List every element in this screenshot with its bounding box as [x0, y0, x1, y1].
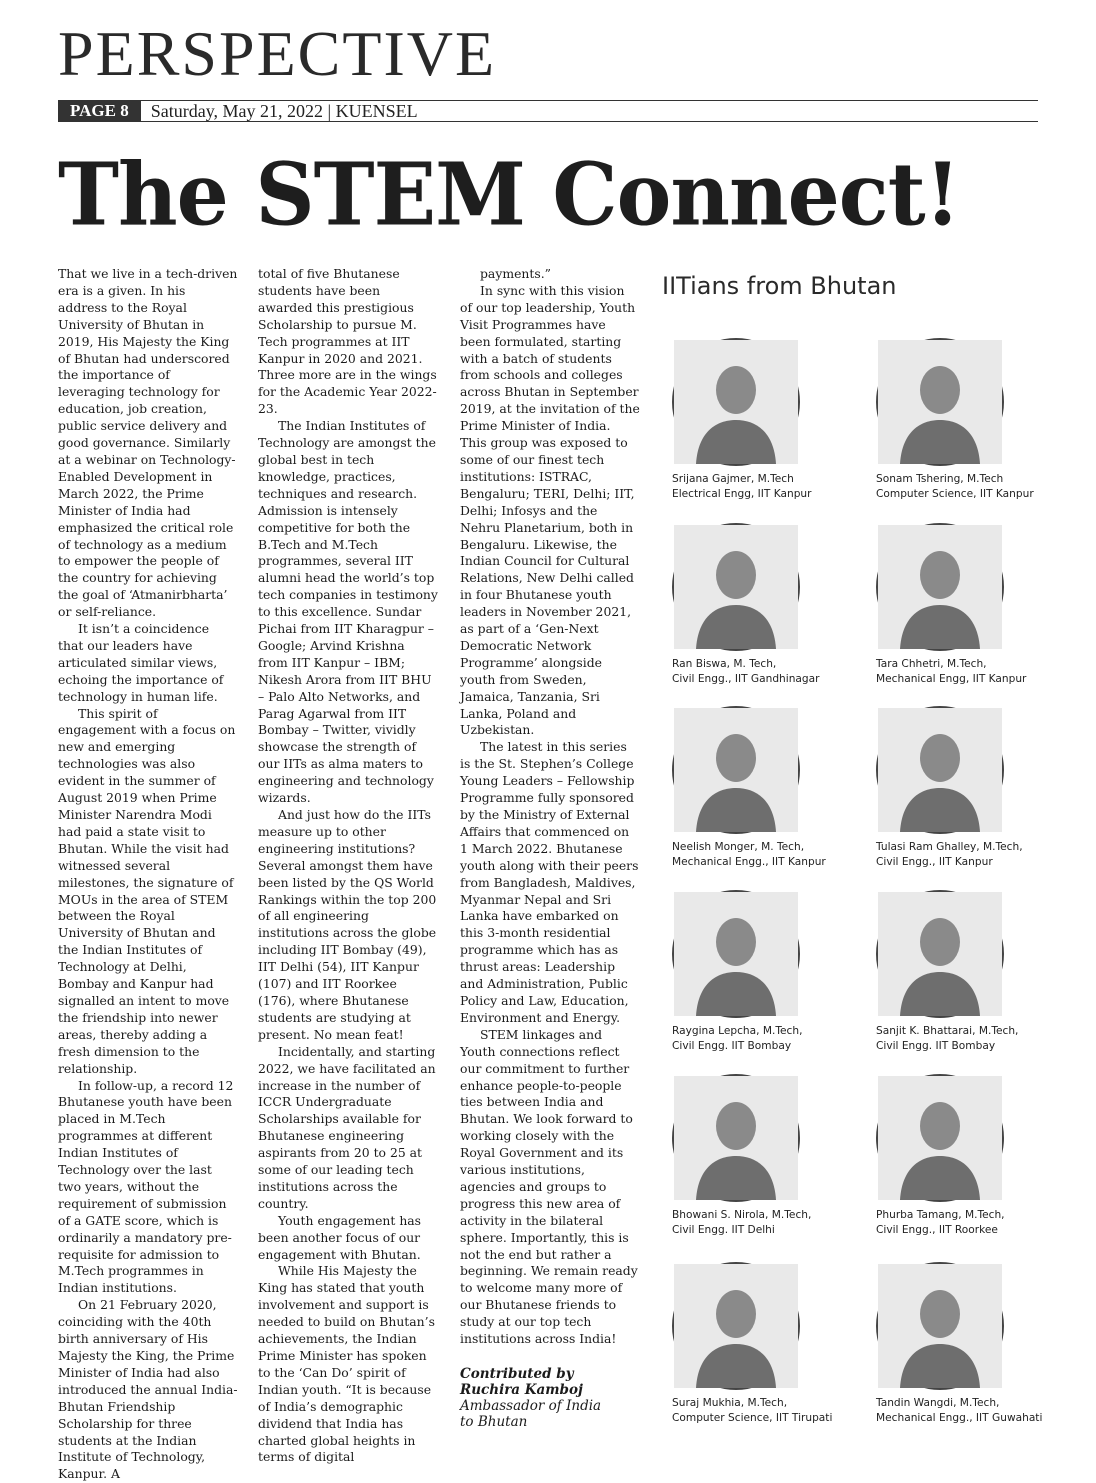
portrait-photo [672, 890, 800, 1018]
portrait-photo [876, 890, 1004, 1018]
profile-name: Tandin Wangdi, M.Tech, [876, 1397, 1000, 1409]
profile-detail: Mechanical Engg., IIT Guwahati [876, 1412, 1043, 1424]
portrait-icon [674, 708, 798, 832]
profile-name: Srijana Gajmer, M.Tech [672, 473, 794, 485]
page-meta-bar [58, 100, 1038, 122]
profile-caption [876, 657, 1076, 687]
paragraph: This spirit of engagement with a focus on new and emerging technologies was also evident in the summer of August 2019 when Prime Minister Narendra Modi had paid a state visit to Bhutan. While the visit had witnessed several milestones, the signature of MOUs in the area of STEM between the Royal University of Bhutan and the Indian Institutes of Technology at Delhi, Bombay and Kanpur had signalled an intent to move the friendship into newer areas, thereby adding a fresh dimension to the relationship. [58, 705, 236, 1076]
profile-detail: Computer Science, IIT Kanpur [876, 488, 1034, 500]
profile-caption [876, 472, 1076, 502]
profile-name: Phurba Tamang, M.Tech, [876, 1209, 1005, 1221]
profile-caption [672, 657, 872, 687]
profile-card [876, 1262, 1076, 1426]
paragraph: On 21 February 2020, coinciding with the 40th birth anniversary of His Majesty the King, the Prime Minister of India had also introduced the annual India-Bhutan Friendship Scholarship for three students at the Indian Institute of Technology, Kanpur. A [58, 1297, 238, 1482]
dateline: Saturday, May 21, 2022 | KUENSEL [150, 100, 418, 121]
profile-card [672, 890, 872, 1054]
profile-detail: Civil Engg. IIT Delhi [672, 1224, 775, 1236]
profile-card [876, 523, 1076, 687]
portrait-icon [674, 892, 798, 1016]
contributor-name: Ruchira Kamboj [460, 1382, 583, 1398]
profile-name: Ran Biswa, M. Tech, [672, 658, 777, 670]
paragraph: STEM linkages and Youth connections reflect our commitment to further enhance people-to-people ties between India and Bhutan. We look forward to working closely with the Royal Government and its various institutions, agencies and groups to progress this new area of activity in the bilateral sphere. Importantly, this is not the end but rather a beginning. We remain ready to welcome many more of our Bhutanese friends to study at our top tech institutions across India! [460, 1026, 638, 1347]
paragraph: Youth engagement has been another focus of our engagement with Bhutan. [258, 1212, 422, 1262]
paragraph: The latest in this series is the St. Stephen’s College Young Leaders – Fellowship Programme fully sponsored by the Ministry of External Affairs that commenced on 1 March 2022. Bhutanese youth along with their peers from Bangladesh, Maldives, Myanmar Nepal and Sri Lanka have embarked on this 3-month residential programme which has as thrust areas: Leadership and Administration, Public Policy and Law, Education, Environment and Energy. [460, 739, 639, 1025]
paragraph: payments.” [480, 266, 551, 281]
portrait-photo [876, 523, 1004, 651]
profile-detail: Mechanical Engg, IIT Kanpur [876, 673, 1027, 685]
profile-caption [672, 1396, 872, 1426]
contributor-role: Ambassador of India [460, 1398, 602, 1414]
paragraph: total of five Bhutanese students have been awarded this prestigious Scholarship to pursue M. Tech programmes at IIT Kanpur in 2020 and 2021. Three more are in the wings for the Academic Year 2022-23. [258, 266, 437, 417]
portrait-photo [876, 706, 1004, 834]
portrait-icon [878, 1076, 1002, 1200]
page-number-badge: PAGE 8 [58, 101, 141, 121]
profile-name: Neelish Monger, M. Tech, [672, 841, 805, 853]
portrait-icon [674, 525, 798, 649]
profile-card [876, 338, 1076, 502]
contributor-credit [460, 1366, 640, 1430]
profile-name: Sonam Tshering, M.Tech [876, 473, 1004, 485]
profile-caption [672, 472, 872, 502]
portrait-icon [878, 892, 1002, 1016]
profile-caption [876, 1024, 1076, 1054]
article-column-1 [58, 266, 238, 1483]
profile-card [672, 338, 872, 502]
paragraph: In sync with this vision of our top leadership, Youth Visit Programmes have been formulated, starting with a batch of students from schools and colleges across Bhutan in September 2019, at the invitation of the Prime Minister of India. This group was exposed to some of our finest tech institutions: ISTRAC, Bengaluru; TERI, Delhi; IIT, Delhi; Infosys and the Nehru Planetarium, both in Bengaluru. Likewise, the Indian Council for Cultural Relations, New Delhi called in four Bhutanese youth leaders in November 2021, as part of a ‘Gen-Next Democratic Network Programme’ alongside youth from Sweden, Jamaica, Tanzania, Sri Lanka, Poland and Uzbekistan. [460, 282, 640, 738]
portrait-photo [876, 1262, 1004, 1390]
portrait-icon [878, 525, 1002, 649]
profile-detail: Mechanical Engg., IIT Kanpur [672, 856, 826, 868]
profile-name: Bhowani S. Nirola, M.Tech, [672, 1209, 812, 1221]
profile-detail: Electrical Engg, IIT Kanpur [672, 488, 812, 500]
portrait-icon [878, 340, 1002, 464]
profile-detail: Civil Engg., IIT Gandhinagar [672, 673, 820, 685]
profile-card [672, 706, 872, 870]
profile-card [672, 1074, 872, 1238]
profile-detail: Civil Engg., IIT Roorkee [876, 1224, 998, 1236]
portrait-photo [672, 523, 800, 651]
profile-caption [876, 840, 1076, 870]
section-title: PERSPECTIVE [58, 18, 497, 89]
portrait-photo [876, 338, 1004, 466]
profile-card [876, 706, 1076, 870]
profile-detail: Civil Engg., IIT Kanpur [876, 856, 993, 868]
profile-card [876, 890, 1076, 1054]
profile-caption [672, 1208, 872, 1238]
profile-caption [672, 1024, 872, 1054]
paragraph: In follow-up, a record 12 Bhutanese youth have been placed in M.Tech programmes at different Indian Institutes of Technology over the last two years, without the requirement of submission of a GATE score, which is ordinarily a mandatory pre-requisite for admission to M.Tech programmes in Indian institutions. [58, 1077, 234, 1296]
profile-detail: Civil Engg. IIT Bombay [876, 1040, 996, 1052]
profile-name: Tulasi Ram Ghalley, M.Tech, [876, 841, 1023, 853]
portrait-photo [672, 706, 800, 834]
profile-name: Raygina Lepcha, M.Tech, [672, 1025, 803, 1037]
portrait-photo [876, 1074, 1004, 1202]
paragraph: While His Majesty the King has stated that youth involvement and support is needed to build on Bhutan’s achievements, the Indian Prime Minister has spoken to the ‘Can Do’ spirit of Indian youth. “It is because of India’s demographic dividend that India has charted global heights in terms of digital [258, 1263, 435, 1465]
portrait-icon [674, 1264, 798, 1388]
profile-detail: Computer Science, IIT Tirupati [672, 1412, 833, 1424]
portrait-icon [878, 1264, 1002, 1388]
gallery-title: IITians from Bhutan [662, 272, 897, 300]
portrait-icon [878, 708, 1002, 832]
profile-name: Suraj Mukhia, M.Tech, [672, 1397, 788, 1409]
profile-detail: Civil Engg. IIT Bombay [672, 1040, 792, 1052]
profile-caption [672, 840, 872, 870]
article-headline: The STEM Connect! [58, 144, 960, 246]
contributor-label: Contributed by [460, 1366, 574, 1382]
paragraph: And just how do the IITs measure up to other engineering institutions? Several amongst them have been listed by the QS World Rankings within the top 200 of all engineering institutions across the globe including IIT Bombay (49), IIT Delhi (54), IIT Kanpur (107) and IIT Roorkee (176), where Bhutanese students are studying at present. No mean feat! [258, 807, 437, 1042]
portrait-photo [672, 1262, 800, 1390]
profile-caption [876, 1396, 1076, 1426]
profile-name: Sanjit K. Bhattarai, M.Tech, [876, 1025, 1019, 1037]
profile-caption [876, 1208, 1076, 1238]
profile-name: Tara Chhetri, M.Tech, [876, 658, 987, 670]
profile-card [876, 1074, 1076, 1238]
paragraph: The Indian Institutes of Technology are amongst the global best in tech knowledge, practices, techniques and research. Admission is intensely competitive for both the B.Tech and M.Tech programmes, several IIT alumni head the world’s top tech companies in testimony to this excellence. Sundar Pichai from IIT Kharagpur – Google; Arvind Krishna from IIT Kanpur – IBM; Nikesh Arora from IIT BHU – Palo Alto Networks, and Parag Agarwal from IIT Bombay – Twitter, vividly showcase the strength of our IITs as alma maters to engineering and technology wizards. [258, 418, 438, 806]
contributor-role-2: to Bhutan [460, 1414, 528, 1430]
article-column-3 [460, 266, 640, 1430]
portrait-photo [672, 338, 800, 466]
portrait-icon [674, 1076, 798, 1200]
portrait-photo [672, 1074, 800, 1202]
profile-card [672, 1262, 872, 1426]
profile-card [672, 523, 872, 687]
paragraph: That we live in a tech-driven era is a given. In his address to the Royal University of Bhutan in 2019, His Majesty the King of Bhutan had underscored the importance of leveraging technology for education, job creation, public service delivery and good governance. Similarly at a webinar on Technology-Enabled Development in March 2022, the Prime Minister of India had emphasized the critical role of technology as a medium to empower the people of the country for achieving the goal of ‘Atmanirbharta’ or self-reliance. [58, 266, 238, 620]
portrait-icon [674, 340, 798, 464]
paragraph: It isn’t a coincidence that our leaders have articulated similar views, echoing the importance of technology in human life. [58, 621, 224, 704]
article-column-2 [258, 266, 438, 1466]
paragraph: Incidentally, and starting 2022, we have facilitated an increase in the number of ICCR Undergraduate Scholarships available for Bhutanese engineering aspirants from 20 to 25 at some of our leading tech institutions across the country. [258, 1043, 436, 1211]
